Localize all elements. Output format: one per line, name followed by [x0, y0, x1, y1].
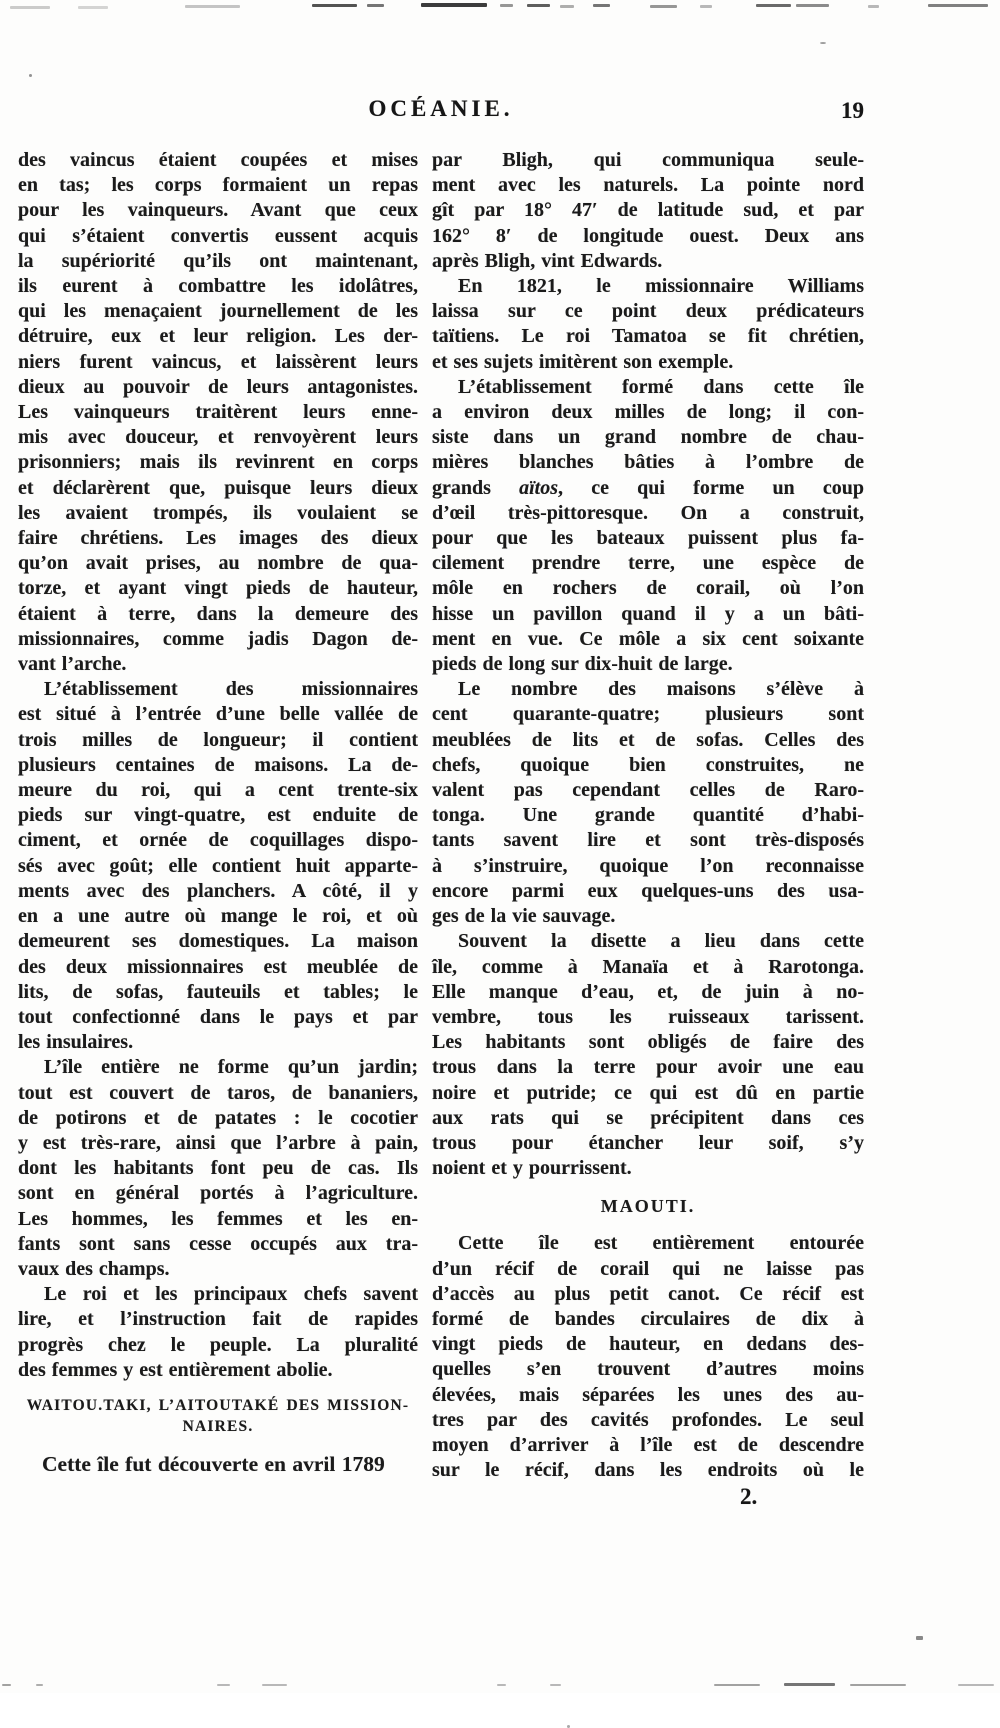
text-block [18, 96, 864, 1483]
text-segment: , ce qui forme un coup [558, 476, 865, 499]
text-line: plusieurs centaines de maisons. La de- [18, 753, 418, 776]
text-line: chefs, quoique bien construites, ne [432, 753, 864, 776]
text-line: lits, de sofas, fauteuils et tables; le [18, 980, 418, 1003]
text-line: Le roi et les principaux chefs savent [44, 1283, 418, 1306]
running-title: OCÉANIE. [368, 96, 514, 121]
text-line: Cette île est entièrement entourée [458, 1232, 864, 1255]
signature-mark: 2. [740, 1484, 758, 1509]
section-heading-line: NAIRES. [182, 1417, 254, 1435]
text-line: valent pas cependant celles de Raro- [432, 779, 864, 802]
text-line: vaux des champs. [18, 1257, 170, 1280]
text-line: ciment, et ornée de coquillages dispo- [18, 829, 418, 852]
text-line: y est très-rare, ainsi que l’arbre à pain, [18, 1131, 418, 1154]
text-line: aux rats qui se précipitent dans ces [432, 1106, 864, 1129]
text-line: gît par 18° 47′ de latitude sud, et par [432, 199, 864, 222]
text-line: hisse un pavillon quand il y a un bâti- [432, 602, 864, 625]
text-line: fants sont sans cesse occupés aux tra- [18, 1232, 418, 1255]
text-line: des vaincus étaient coupées et mises [18, 149, 418, 171]
text-line: Cette île fut découverte en avril 1789 [42, 1451, 385, 1476]
text-line: L’île entière ne forme qu’un jardin; [44, 1056, 418, 1079]
text-line: cent quarante-quatre; plusieurs sont [432, 703, 864, 726]
two-column-text [18, 148, 864, 1483]
text-line: L’établissement des missionnaires [44, 678, 418, 701]
text-line: qu’on avait prises, au nombre de qua- [18, 552, 418, 575]
text-line: d’accès au plus petit canot. Ce récif est [432, 1282, 864, 1305]
text-line: en tas; les corps formaient un repas [18, 174, 418, 197]
text-line: trois milles de longueur; il contient [18, 728, 418, 751]
text-line: vingt pieds de hauteur, en dedans des- [432, 1333, 864, 1356]
text-line: quelles s’en trouvent d’autres moins [432, 1358, 864, 1381]
text-line: et déclarèrent que, puisque leurs dieux [18, 476, 418, 499]
text-line: formé de bandes circulaires de dix à [432, 1307, 864, 1330]
text-line: sur le récif, dans les endroits où le [432, 1459, 864, 1482]
text-line: ment en vue. Ce môle a six cent soixante [432, 627, 864, 650]
text-line: lire, et l’instruction fait de rapides [18, 1308, 418, 1331]
text-line: détruire, eux et leur religion. Les der- [18, 325, 418, 348]
text-line: missionnaires, comme jadis Dagon de- [18, 627, 418, 650]
text-line: môle en rochers de corail, où l’on [432, 577, 864, 600]
text-line: à s’instruire, quoique l’on reconnaisse [432, 854, 864, 877]
text-line: étaient à terre, dans la demeure des [18, 602, 418, 625]
text-line: qui s’étaient convertis eussent acquis [18, 224, 418, 247]
text-line: des deux missionnaires est meublée de [18, 955, 418, 978]
text-line: la supériorité qu’ils ont maintenant, [18, 249, 418, 272]
text-line: tout confectionné dans le pays et par [18, 1005, 418, 1028]
text-line: élevées, mais séparées les unes des au- [432, 1383, 864, 1406]
text-line: est situé à l’entrée d’une belle vallée de [18, 703, 418, 726]
text-line: meublées de lits et de sofas. Celles des [432, 728, 864, 751]
text-line: ment avec les naturels. La pointe nord [432, 174, 864, 197]
text-line: qui les menaçaient journellement de les [18, 300, 418, 323]
text-line: après Bligh, vint Edwards. [432, 249, 663, 272]
text-line: île, comme à Manaïa et à Rarotonga. [432, 955, 864, 978]
page-number: 19 [841, 98, 864, 123]
text-line: trous dans la terre pour avoir une eau [432, 1056, 864, 1079]
text-line: vembre, tous les ruisseaux tarissent. [432, 1005, 864, 1028]
text-line: torze, et ayant vingt pieds de hauteur, [18, 577, 418, 600]
text-line: mis avec douceur, et renvoyèrent leurs [18, 426, 418, 449]
text-line: noire et putride; ce qui est dû en partie [432, 1081, 864, 1104]
section-heading-line: WAITOU.TAKI, L’AITOUTAKÉ DES MISSION- [26, 1396, 410, 1414]
text-line: pour que les bateaux puissent plus fa- [432, 527, 864, 550]
text-line: Les hommes, les femmes et les en- [18, 1207, 418, 1230]
text-line: les avaient trompés, ils voulaient se [18, 501, 418, 524]
text-line: ments avec des planchers. A côté, il y [18, 879, 418, 902]
text-line: laissa sur ce point deux prédicateurs [432, 300, 864, 323]
text-segment: grands [432, 476, 520, 499]
italic-term: aïtos [519, 476, 559, 499]
text-line: prisonniers; mais ils revinrent en corps [18, 451, 418, 474]
text-line: En 1821, le missionnaire Williams [458, 275, 864, 298]
text-line: tout est couvert de taros, de bananiers, [18, 1081, 418, 1104]
text-line: d’œil très-pittoresque. On a construit, [432, 501, 864, 524]
text-line: dieux au pouvoir de leurs antagonistes. [18, 375, 418, 398]
page-header [18, 96, 864, 132]
text-line: en a une autre où mange le roi, et où [18, 905, 418, 928]
text-line: trous pour étancher leur soif, s’y [432, 1131, 864, 1154]
text-line: Les habitants sont obligés de faire des [432, 1031, 864, 1054]
text-line: d’un récif de corail qui ne laisse pas [432, 1257, 864, 1280]
text-line: Le nombre des maisons s’élève à [458, 678, 864, 701]
text-line: progrès chez le peuple. La pluralité [18, 1333, 418, 1356]
text-line: vant l’arche. [18, 653, 127, 676]
text-line: ils eurent à combattre les idolâtres, [18, 275, 418, 298]
text-line: et ses sujets imitèrent son exemple. [432, 350, 734, 373]
text-line: encore parmi eux quelques-uns des usa- [432, 879, 864, 902]
text-line: a environ deux milles de long; il con- [432, 401, 864, 424]
text-line: de potirons et de patates : le cocotier [18, 1106, 418, 1129]
text-line: dont les habitants font peu de cas. Ils [18, 1157, 418, 1180]
text-line: par Bligh, qui communiqua seule- [432, 149, 864, 171]
text-line: moyen d’arriver à l’île est de descendre [432, 1433, 864, 1456]
text-line: tres par des cavités profondes. Le seul [432, 1408, 864, 1431]
text-line: ges de la vie sauvage. [432, 905, 616, 928]
left-column [18, 148, 418, 1483]
text-line: Elle manque d’eau, et, de juin à no- [432, 980, 864, 1003]
text-line: pour les vainqueurs. Avant que ceux [18, 199, 418, 222]
text-line: les insulaires. [18, 1031, 134, 1054]
section-heading-line: MAOUTI. [600, 1196, 696, 1217]
text-line: siste dans un grand nombre de chau- [432, 426, 864, 449]
text-line: pieds de long sur dix-huit de large. [432, 653, 733, 676]
text-line [432, 476, 864, 501]
text-line: noient et y pourrissent. [432, 1157, 632, 1180]
text-line: cilement prendre terre, une espèce de [432, 552, 864, 575]
text-line: sés avec goût; elle contient huit apparte- [18, 854, 418, 877]
text-line: sont en général portés à l’agriculture. [18, 1182, 418, 1205]
text-line: Souvent la disette a lieu dans cette [458, 930, 864, 953]
text-line: niers furent vaincus, et laissèrent leurs [18, 350, 418, 373]
text-line: taïtiens. Le roi Tamatoa se fit chrétien, [432, 325, 864, 348]
text-line: meure du roi, qui a cent trente-six [18, 779, 418, 802]
text-line: demeurent ses domestiques. La maison [18, 930, 418, 953]
text-line: 162° 8′ de longitude ouest. Deux ans [432, 224, 864, 247]
text-line: des femmes y est entièrement abolie. [18, 1358, 333, 1381]
text-line: faire chrétiens. Les images des dieux [18, 527, 418, 550]
text-line: tonga. Une grande quantité d’habi- [432, 804, 864, 827]
text-line: mières blanches bâties à l’ombre de [432, 451, 864, 474]
text-line: L’établissement formé dans cette île [458, 375, 864, 398]
text-line: tants savent lire et sont très-disposés [432, 829, 864, 852]
right-column [432, 148, 864, 1483]
text-line: Les vainqueurs traitèrent leurs enne- [18, 401, 418, 424]
text-line: pieds sur vingt-quatre, est enduite de [18, 804, 418, 827]
